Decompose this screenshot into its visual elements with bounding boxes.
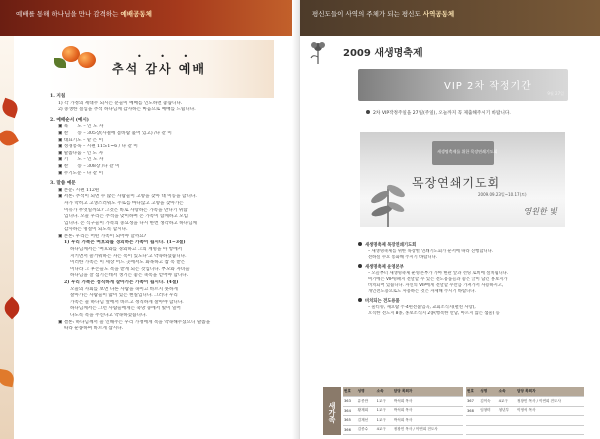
cell: 1교구 [376, 406, 393, 416]
new-members-section [323, 387, 585, 435]
sermon-line: ▣ 본문: 시편 112편 [58, 187, 100, 193]
table-row [343, 397, 463, 407]
members-table-right [466, 387, 584, 435]
cell: 박석희 목사 [393, 416, 463, 426]
order-item: ▣ 찬 송 – 308장 /다 같 이 [58, 163, 120, 169]
sermon-line: 입니다. 오늘 우리는 추석을 맞이하여 온 가족이 함께하고 모임 [64, 214, 189, 220]
title-emphasis-dots: • • • [137, 52, 197, 61]
info-line: – 물티슈, 새요람 주·4편전불임곡, 교회소식지(펼친 사랑), [368, 304, 476, 310]
cell: 김재선 [357, 416, 376, 426]
info-line: – 새생명축제를 위한 목장별 연쇄기도회가 순서에 따라 진행합니다. [368, 249, 494, 255]
sermon-line: 하나님께서는 그런 사람들에게는 축망 중에서 빛이 일어 [70, 306, 181, 312]
col-header: 성명 [479, 387, 497, 397]
info-heading-text: 새생명축제 운영본부 [365, 264, 404, 270]
cell: 정창민 목사 / 이연희 전도사 [393, 425, 463, 435]
col-header: 번호 [466, 387, 479, 397]
bullet-icon [358, 242, 362, 246]
banner-window-text: 새생명축제를 위한 목장연쇄기도회 [437, 149, 498, 154]
table-header-row [466, 387, 584, 397]
section-heading: 3. 말씀 예문 [50, 181, 76, 187]
table-row [466, 397, 584, 407]
persimmon-icon [78, 52, 96, 68]
info-line: 개인전도용으로도 사용하는 것은 자제해 주시기 바랍니다. [368, 289, 476, 295]
sermon-line: 따라 순종하며 바르게 삽시다. [64, 326, 124, 332]
worship-guide-content [50, 90, 282, 333]
col-header: 담당 목회자 [516, 387, 584, 397]
cell: 1교구 [376, 416, 393, 426]
cell: 임창미 [479, 406, 497, 416]
section-heading: 2. 예배순서 (예시) [50, 117, 89, 123]
order-item: ▣ 묵 도 – 인 도 자 [58, 124, 104, 130]
new-members-label: 새가족 [323, 387, 341, 435]
right-header [300, 0, 600, 36]
sermon-line: ▣ 서론: 추석이 되면 수 많은 사람들이 고향을 찾아 대 이동을 합니다. [58, 194, 197, 200]
left-header-highlight: 예배공동체 [120, 10, 152, 18]
cell: 368 [466, 406, 479, 416]
flower-icon [308, 40, 328, 64]
sermon-point: 2) 우리 가족은 정직하게 살아가는 가족이 됩시다. (4절) [64, 280, 179, 286]
guide-line: 2) 중생한 질심을 추석 하나님께 감사하는 마음으로 예배를 드립니다. [58, 107, 196, 113]
persimmon-leaf-icon [54, 58, 66, 68]
order-item: ▣ 말씀나눔 – 인 도 자 [58, 150, 104, 156]
cell: 정창민 목사 / 이연희 전도사 [516, 397, 584, 407]
bullet-icon [366, 110, 370, 114]
sermon-line: 하나님을 잘 섬기는데서 생기는 좋은 축복을 얻어야 합니다. [70, 273, 189, 279]
sermon-line: 가족은 늘 하나님 앞에서 바르고 정직하게 살아야 합니다. [70, 299, 184, 305]
cell: 박석희 목사 [393, 406, 463, 416]
sermon-line: 이유가 무엇일까요? 그것은 바로 사랑하는 가족을 만나기 위함 [64, 207, 188, 213]
info-heading [358, 298, 583, 305]
banner-title: 목장연쇄기도회 [412, 176, 501, 190]
banner-window [432, 141, 498, 165]
info-line: 전하실 수요 통화해 주시기 바랍니다. [368, 255, 438, 261]
table-row [466, 416, 584, 426]
cell: 1교구 [376, 397, 393, 407]
empty-cell [466, 425, 584, 435]
left-header-prefix: 예배를 통해 하나님을 만나 감격하는 [16, 10, 121, 18]
vip-banner [358, 69, 568, 101]
col-header: 성명 [357, 387, 376, 397]
info-heading [358, 242, 583, 249]
banner-date: 2009.09.23일~10.17(토) [478, 192, 527, 197]
info-line: 여기에는 VIP명패지 전달할 수 있는 전도용품들과 좋은 글이 담긴 홍보지가 [368, 277, 508, 283]
right-page [300, 0, 600, 439]
vip-notice [366, 110, 511, 116]
sermon-line: 나도록 복을 주신다고 약속하셨습니다. [70, 313, 147, 318]
cell: 365 [343, 416, 357, 426]
info-line: 비치되어 있습니다. 자신의 VIP에게 전달할 수만큼 가져가서 사용하시고, [368, 283, 504, 289]
sermon-line: ▣ 결론: 하나님께서 늘 인해주는 우리 가정에게 복을 약속해주셨으니 말씀을 [58, 319, 211, 325]
table-row [343, 406, 463, 416]
bullet-icon [358, 264, 362, 268]
cell: 김종수 [357, 425, 376, 435]
cell: 363 [343, 397, 357, 407]
sermon-line: 살아가는 사람들이 많이 있는 현실입니다. 그러나 우리 [70, 293, 178, 299]
prayer-meeting-banner [360, 132, 565, 227]
vip-banner-date: 9월 27일 [547, 91, 564, 96]
table-row [343, 425, 463, 435]
col-header: 번호 [343, 387, 357, 397]
cell: 박석희 목사 [393, 397, 463, 407]
left-header-text [16, 9, 152, 18]
cell: 366 [343, 425, 357, 435]
sermon-line: 이나라 그 후손들도 복을 받게 되는 것입니다. 부모와 자녀들 [70, 266, 190, 272]
bullet-icon [358, 298, 362, 302]
cell: 4교구 [498, 397, 516, 407]
cell: 유종만 [357, 397, 376, 407]
info-heading-text: 비치되는 전도용품 [365, 298, 400, 304]
order-item: ▣ 찬 송 – 305장(사철에 봄바람 불어 있고) /다 같 이 [58, 130, 172, 136]
info-line: 오직한 전도지 8종, 홍보소식지 2종(행복한 만남, 아르지 않는 샘물) 등 [368, 311, 500, 317]
sermon-line: 하나님께서는 '여호와를 경외하고 그의 계명을 아 항에서 [70, 247, 183, 253]
plant-icon [360, 167, 415, 227]
order-item: ▣ 주기도문 – 다 같 이 [58, 170, 104, 176]
cell: 367 [466, 397, 479, 407]
table-row [466, 406, 584, 416]
table-row [343, 416, 463, 426]
section-heading: 1. 지침 [50, 94, 66, 99]
sermon-point: 1) 우리 가족은 여호와를 경외하는 가족이 됩시다. (1~3절) [64, 240, 186, 246]
cell: 이영석 목사 [516, 406, 584, 416]
order-item: ▣ 대표기도 – 맡 은 이 [58, 137, 104, 143]
order-item: ▣ 성경봉독 – 시편 115:1~6 / 다 같 이 [58, 144, 138, 150]
right-header-highlight: 사역공동체 [422, 10, 455, 18]
right-header-prefix: 평신도들이 사역의 주체가 되는 평신도 [312, 10, 423, 18]
page-title: 추석 감사 예배 [112, 62, 206, 76]
cell: 4교구 [376, 425, 393, 435]
info-line: – 오늘부터 새생명축제 운영본부가 가마 현관 앞과 선팅 로비에 설치됩니다. [368, 270, 509, 276]
col-header: 담당 목회자 [393, 387, 463, 397]
col-header: 소속 [376, 387, 393, 397]
table-row [466, 425, 584, 435]
left-header [0, 0, 300, 36]
guide-line: 1) 각 가정의 세대주 되시는 분들이 예배를 인도하면 좋습니다. [58, 100, 183, 106]
sermon-line: ▣ 본론: 우리는 어떤 가족이 되어야 할까요? [58, 233, 147, 239]
vip-banner-text: VIP 2차 작정기간 [444, 81, 532, 92]
sermon-line: 자가 막히고 고생스러워도 주로를 마다않고 고향을 찾아가는 [64, 200, 184, 206]
members-table-left [343, 387, 463, 435]
table-header-row [343, 387, 463, 397]
festival-title: 2009 새생명축제 [343, 48, 423, 59]
info-heading [358, 264, 583, 271]
cell: 364 [343, 406, 357, 416]
sermon-line: 감사하는 명절이 되도록 합시다. [64, 227, 128, 233]
sermon-line: 이러한 가족은 이 세상 어느 곳에서도 화목하고 참 복 받은 [70, 260, 186, 266]
order-item: ▣ 기 도 – 인 도 자 [58, 157, 104, 163]
sermon-line: 입니다. 온 식구들이 가족의 중요성을 다시 한번 생각하고 하나님께 [64, 220, 197, 226]
vip-notice-text: 2차 VIP작정주일을 27일(주일), 오늘까지 꼭 제출해주시기 바랍니다. [373, 111, 511, 116]
sermon-line: 오늘의 사회를 보면 다른 사람을 속이고 바르지 못하게 [70, 286, 178, 292]
cell: 김이숙 [479, 397, 497, 407]
info-heading-text: 새생명축제 목장연쇄기도회 [365, 243, 417, 248]
empty-cell [466, 416, 584, 426]
banner-signature: 영원한 빛 [523, 207, 557, 216]
cell: 황재희 [357, 406, 376, 416]
right-header-text [312, 9, 454, 18]
col-header: 소속 [498, 387, 516, 397]
festival-info [358, 240, 583, 317]
cell: 청년부 [498, 406, 516, 416]
sermon-line: 지키면서 즐거워하는 자는 복이 있도다'고 약속하셨습니다. [70, 253, 187, 259]
